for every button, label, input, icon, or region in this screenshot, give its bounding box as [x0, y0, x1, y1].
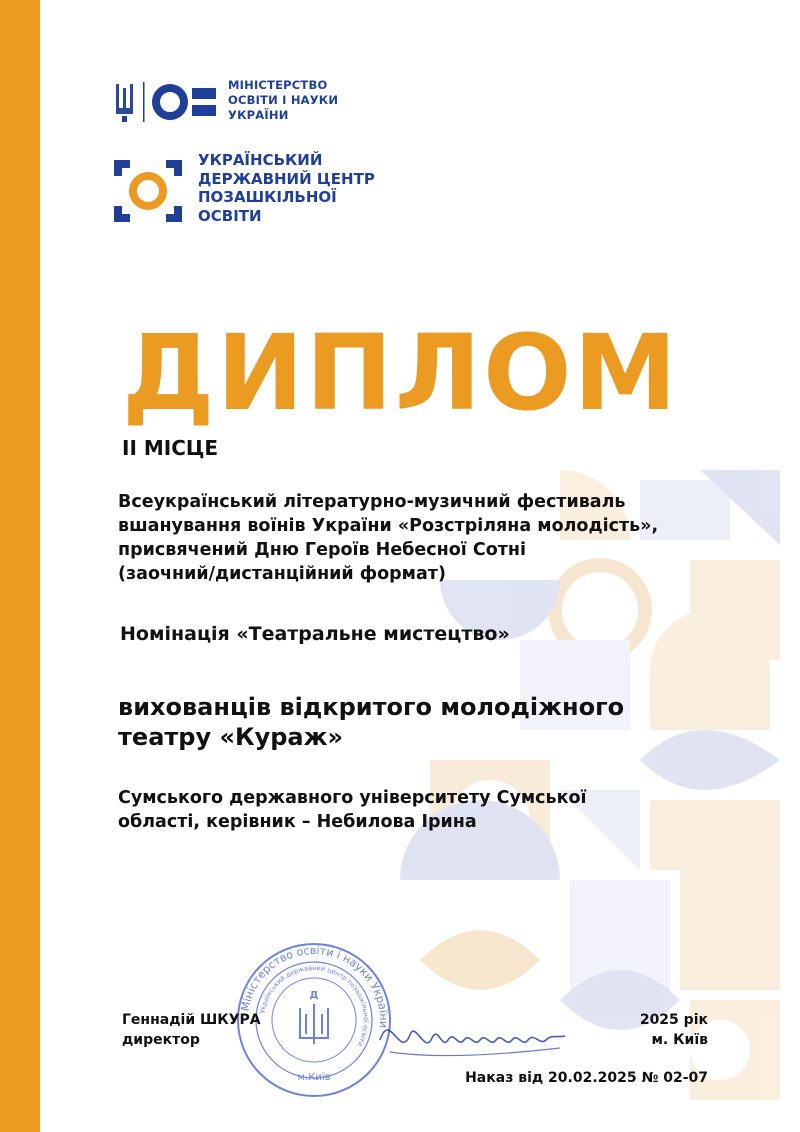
signer-title: директор [122, 1032, 200, 1048]
year-city-block [640, 1010, 708, 1050]
ministry-line-1: МІНІСТЕРСТВО [228, 78, 328, 92]
org-line-1: Сумського державного університету Сумської [118, 788, 587, 808]
trident-icon [300, 1004, 328, 1044]
stamp-city: м.Київ [297, 1072, 331, 1083]
festival-line-3: присвячений Дню Героїв Небесної Сотні [118, 540, 526, 560]
city: м. Київ [651, 1032, 708, 1048]
festival-line-2: вшанування воїнів України «Розстріляна молодість», [118, 516, 659, 536]
stamp-letter: Д [309, 990, 319, 1001]
center-line-1: УКРАЇНСЬКИЙ [198, 151, 323, 169]
order-reference: Наказ від 20.02.2025 № 02-07 [465, 1070, 708, 1086]
recipient [118, 692, 678, 752]
diploma-title: ДИПЛОМ [122, 312, 679, 434]
festival-line-4: (заочний/дистанційний формат) [118, 564, 446, 584]
stamp-outer-text: Міністерство освіти і науки України [238, 943, 391, 1029]
center-line-3: ПОЗАШКІЛЬНОЇ [198, 188, 337, 206]
place-label: ІІ МІСЦЕ [122, 436, 219, 460]
ministry-name [228, 78, 388, 123]
ministry-line-3: УКРАЇНИ [228, 108, 289, 122]
organization [118, 786, 678, 834]
festival-description [118, 490, 738, 586]
stamp-inner-text: Український державний центр позашкільної освіти [258, 963, 371, 1048]
center-line-4: ОСВІТИ [198, 206, 262, 225]
center-line-2: ДЕРЖАВНИЙ ЦЕНТР [198, 169, 375, 188]
center-logo [110, 156, 200, 226]
recipient-line-2: театру «Кураж» [118, 723, 343, 751]
year: 2025 рік [639, 1012, 708, 1028]
center-name [198, 151, 398, 225]
festival-line-1: Всеукраїнський літературно-музичний фестиваль [118, 492, 626, 512]
ministry-line-2: ОСВІТИ І НАУКИ [228, 93, 339, 107]
org-line-2: області, керівник – Небилова Ірина [118, 812, 477, 832]
recipient-line-1: вихованців відкритого молодіжного [118, 693, 625, 721]
signer-name: Геннадій ШКУРА [122, 1012, 261, 1028]
nomination-label: Номінація «Театральне мистецтво» [120, 623, 510, 645]
signer-block [122, 1010, 261, 1050]
signature [370, 1000, 570, 1070]
